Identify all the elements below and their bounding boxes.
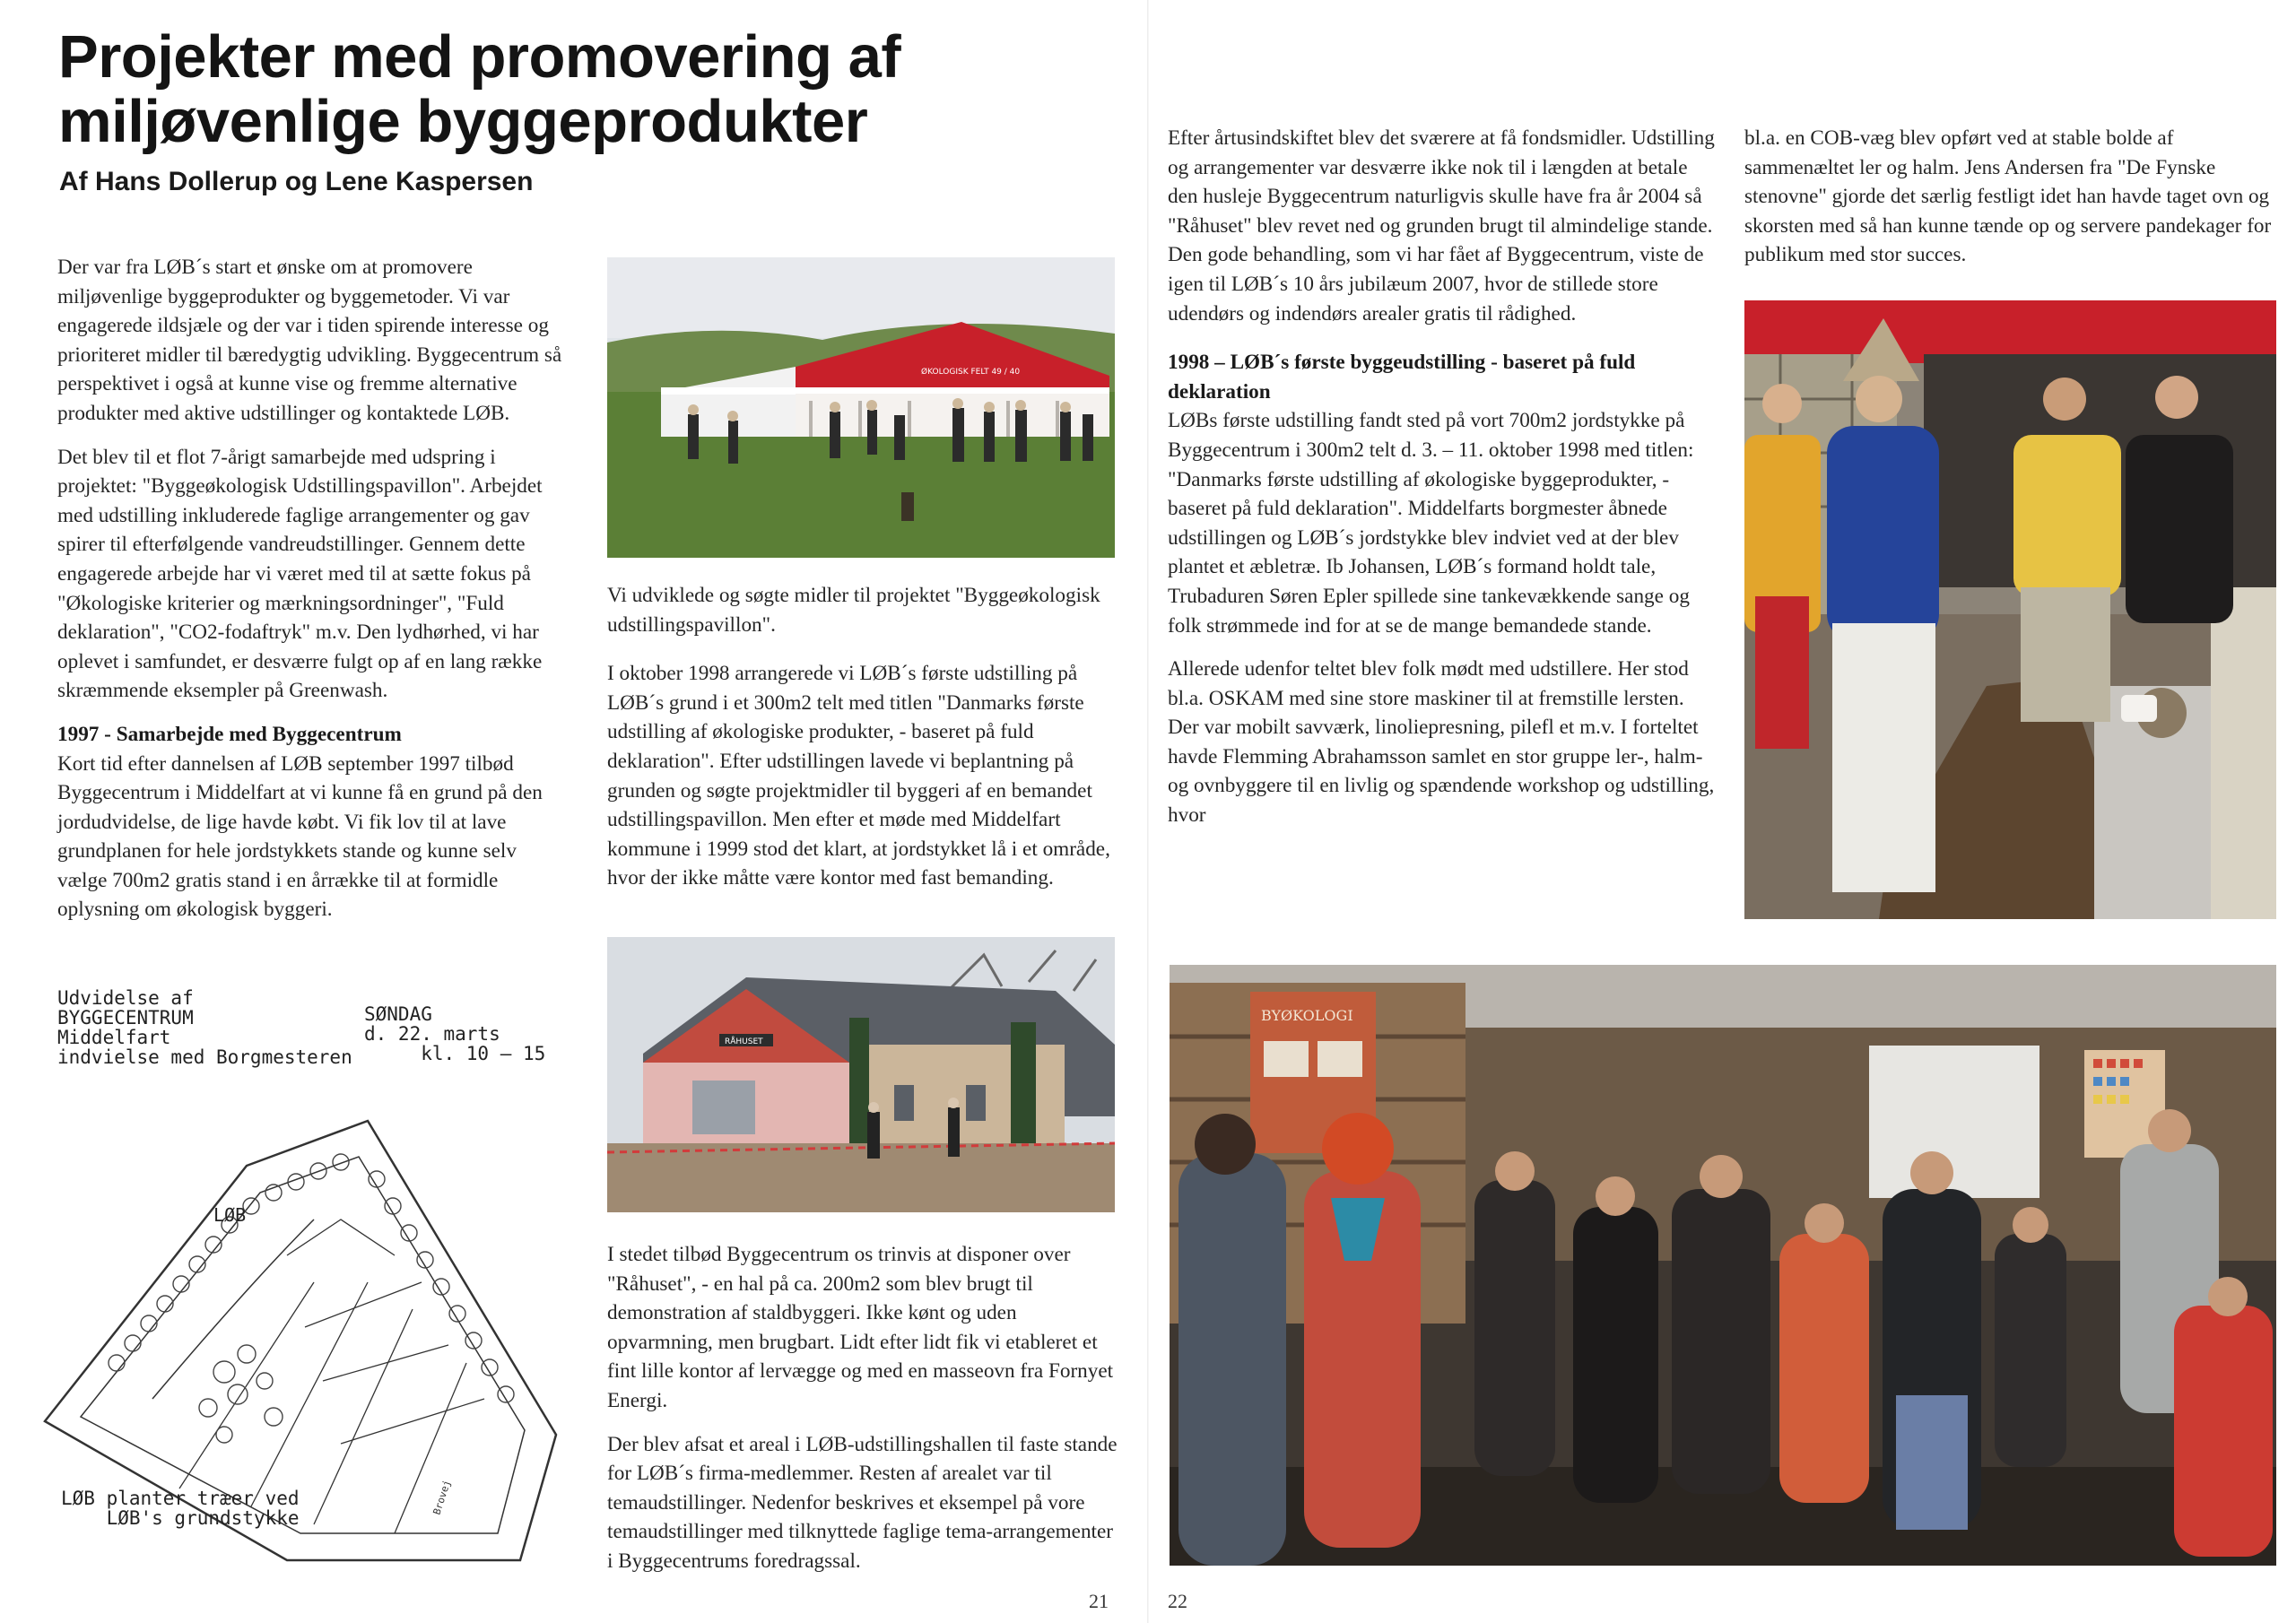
paragraph: Der var fra LØB´s start et ønske om at promovere miljøvenlige byggeprodukter og byggemetoder. Vi var engagerede ildsjæle og der var i tiden spirende interesse og prioriteret midler til bæredygtig udvikling. Byggecentrum så perspektivet i også at kunne vise og fremme alternative produkter med aktive udstillinger og kontaktede LØB.: [57, 256, 562, 425]
article-title: [58, 25, 1135, 155]
paragraph: I stedet tilbød Byggecentrum os trinvis at disponer over "Råhuset", - en hal på ca. 200m2 som blev brugt til demonstration af staldbyggeri. Ikke kønt og uden opvarmning, men brugbart. Lidt efter lidt fik vi etableret et fint lille kontor af lervægge og med en masseovn fra Fornyet Energi.: [607, 1243, 1114, 1412]
site-plan-sketch: [18, 986, 601, 1605]
photo-caption: Vi udviklede og søgte midler til projektet "Byggeøkologisk udstillingspavillon".: [607, 584, 1100, 637]
paragraph: Efter årtusindskiftet blev det sværere at få fondsmidler. Udstilling og arrangementer var desværre ikke nok til i længden at betale den husleje Byggecentrum naturligvis skulle have fra år 2004 så "Råhuset" blev revet ned og grunden brugt til almindelige stande. Den gode behandling, som vi har fået af Byggecentrum, viste de igen til LØB´s 10 års jubilæum 2007, hvor de stillede store udendørs og indendørs arealer gratis til rådighed.: [1168, 126, 1715, 325]
photo-indoor-exhibition: [1170, 965, 2276, 1566]
paragraph: Allerede udenfor teltet blev folk mødt med udstillere. Her stod bl.a. OSKAM med sine store maskiner til at fremstille lersten. Der var mobilt savværk, linoliepresning, pilefl et m.v. I forteltet havde Flemming Abrahamsson samlet en stor gruppe ler-, halm- og ovnbyggere til en livlig og spændende workshop og udstilling, hvor: [1168, 657, 1715, 828]
photo-raahuset: [607, 937, 1115, 1212]
section-heading: 1997 - Samarbejde med Byggecentrum: [57, 722, 402, 746]
photo-exhibition-tent: [607, 257, 1115, 558]
paragraph: Det blev til et flot 7-årigt samarbejde med udspring i projektet: "Byggeøkologisk Udstillingspavillon". Arbejdet med udstilling inkluderede faglige arrangementer og gav spirer til efterfølgende vandreudstillinger. Gennem dette engagerede arbejde har vi været med til at sætte fokus på "Økologiske kriterier og mærkningsordninger", "Fuld deklaration", "CO2-fodaftryk" m.v. Den lydhørhed, vi har oplevet i samfundet, er desværre fulgt op af en lang række skræmmende eksempler på Greenwash.: [57, 445, 543, 703]
paragraph: I oktober 1998 arrangerede vi LØB´s første udstilling på LØB´s grund i et 300m2 telt med titlen "Danmarks første udstilling af økologiske produkter, - baseret på fuld deklaration". Efter udstillingen lavede vi beplantning på grunden og søgte projektmidler til byggeri af en bemandet udstillingspavillon. Men efter et møde med Middelfart kommune i 1999 stod det klart, at jordstykket lå i et område, hvor der ikke måtte være kontor med fast bemanding.: [607, 662, 1110, 890]
sketch-note-expansion: Udvidelse af BYGGECENTRUM Middelfart indvielse med Borgmesteren: [57, 987, 352, 1068]
page-number-left: 21: [1089, 1590, 1109, 1612]
far-right-text-column: [1744, 124, 2274, 284]
paragraph: LØBs første udstilling fandt sted på vort 700m2 jordstykke på Byggecentrum i 300m2 telt d. 3. – 11. oktober 1998 med titlen: "Danmarks første udstilling af økologiske byggeprodukter, - baseret på fuld deklaration". Middelfarts borgmester åbnede udstillingen og LØB´s jordstykke blev indviet ved at der blev plantet et æbletræ. Ib Johansen, LØB´s formand holdt tale, Trubaduren Søren Epler spillede sine tankevækkende sange og folk strømmede ind for at se de mange bemandede stande.: [1168, 409, 1694, 638]
sketch-note-date: SØNDAG d. 22. marts kl. 10 — 15: [364, 1003, 546, 1064]
page-number-right: 22: [1168, 1590, 1187, 1612]
title-line-2: miljøvenlige byggeprodukter: [58, 88, 868, 156]
byline: Af Hans Dollerup og Lene Kaspersen: [59, 167, 534, 196]
paragraph: Kort tid efter dannelsen af LØB september 1997 tilbød Byggecentrum i Middelfart at vi kunne få en grund på den jordudvidelse, de lige havde købt. Vi fik lov til at lave grundplanen for hele jordstykkets stande og kunne selv vælge 700m2 gratis stand i en årrække til at formidle oplysning om økologisk byggeri.: [57, 751, 543, 922]
paragraph: Der blev afsat et areal i LØB-udstillingshallen til faste stande for LØB´s firma-medlemmer. Resten af arealet var til temaudstillinger. Nedenfor beskrives et eksempel på vore temaudstillinger med tilknyttede faglige tema-arrangementer i Byggecentrums foredragssal.: [607, 1432, 1118, 1573]
svg-text:Brovej: Brovej: [430, 1479, 454, 1516]
photo-oven-workshop: [1744, 300, 2276, 919]
sketch-plan-label: LØB: [213, 1204, 247, 1226]
house-sign-text: RÅHUSET: [725, 1037, 763, 1046]
page-gutter: [1147, 0, 1149, 1623]
tent-sign-text: ØKOLOGISK FELT 49 / 40: [921, 368, 1021, 377]
right-text-column: [1168, 124, 1715, 845]
section-heading: 1998 – LØB´s første byggeudstilling - baseret på fuld deklaration: [1168, 351, 1636, 404]
sketch-note-trees: LØB planter træer ved LØB's grundstykke: [61, 1488, 300, 1529]
middle-text-column: [607, 581, 1118, 907]
exhibit-sign-text: BYØKOLOGI: [1261, 1007, 1353, 1024]
left-text-column: [57, 253, 565, 939]
paragraph: bl.a. en COB-væg blev opført ved at stable bolde af sammenæltet ler og halm. Jens Andersen fra "De Fynske stenovne" gjorde det særlig festligt idet han havde taget ovn og skorsten med så han kunne tænde op og servere pandekager for publikum med stor succes.: [1744, 126, 2272, 267]
title-line-1: Projekter med promovering af: [58, 23, 901, 91]
middle-text-column-lower: [607, 1240, 1118, 1591]
